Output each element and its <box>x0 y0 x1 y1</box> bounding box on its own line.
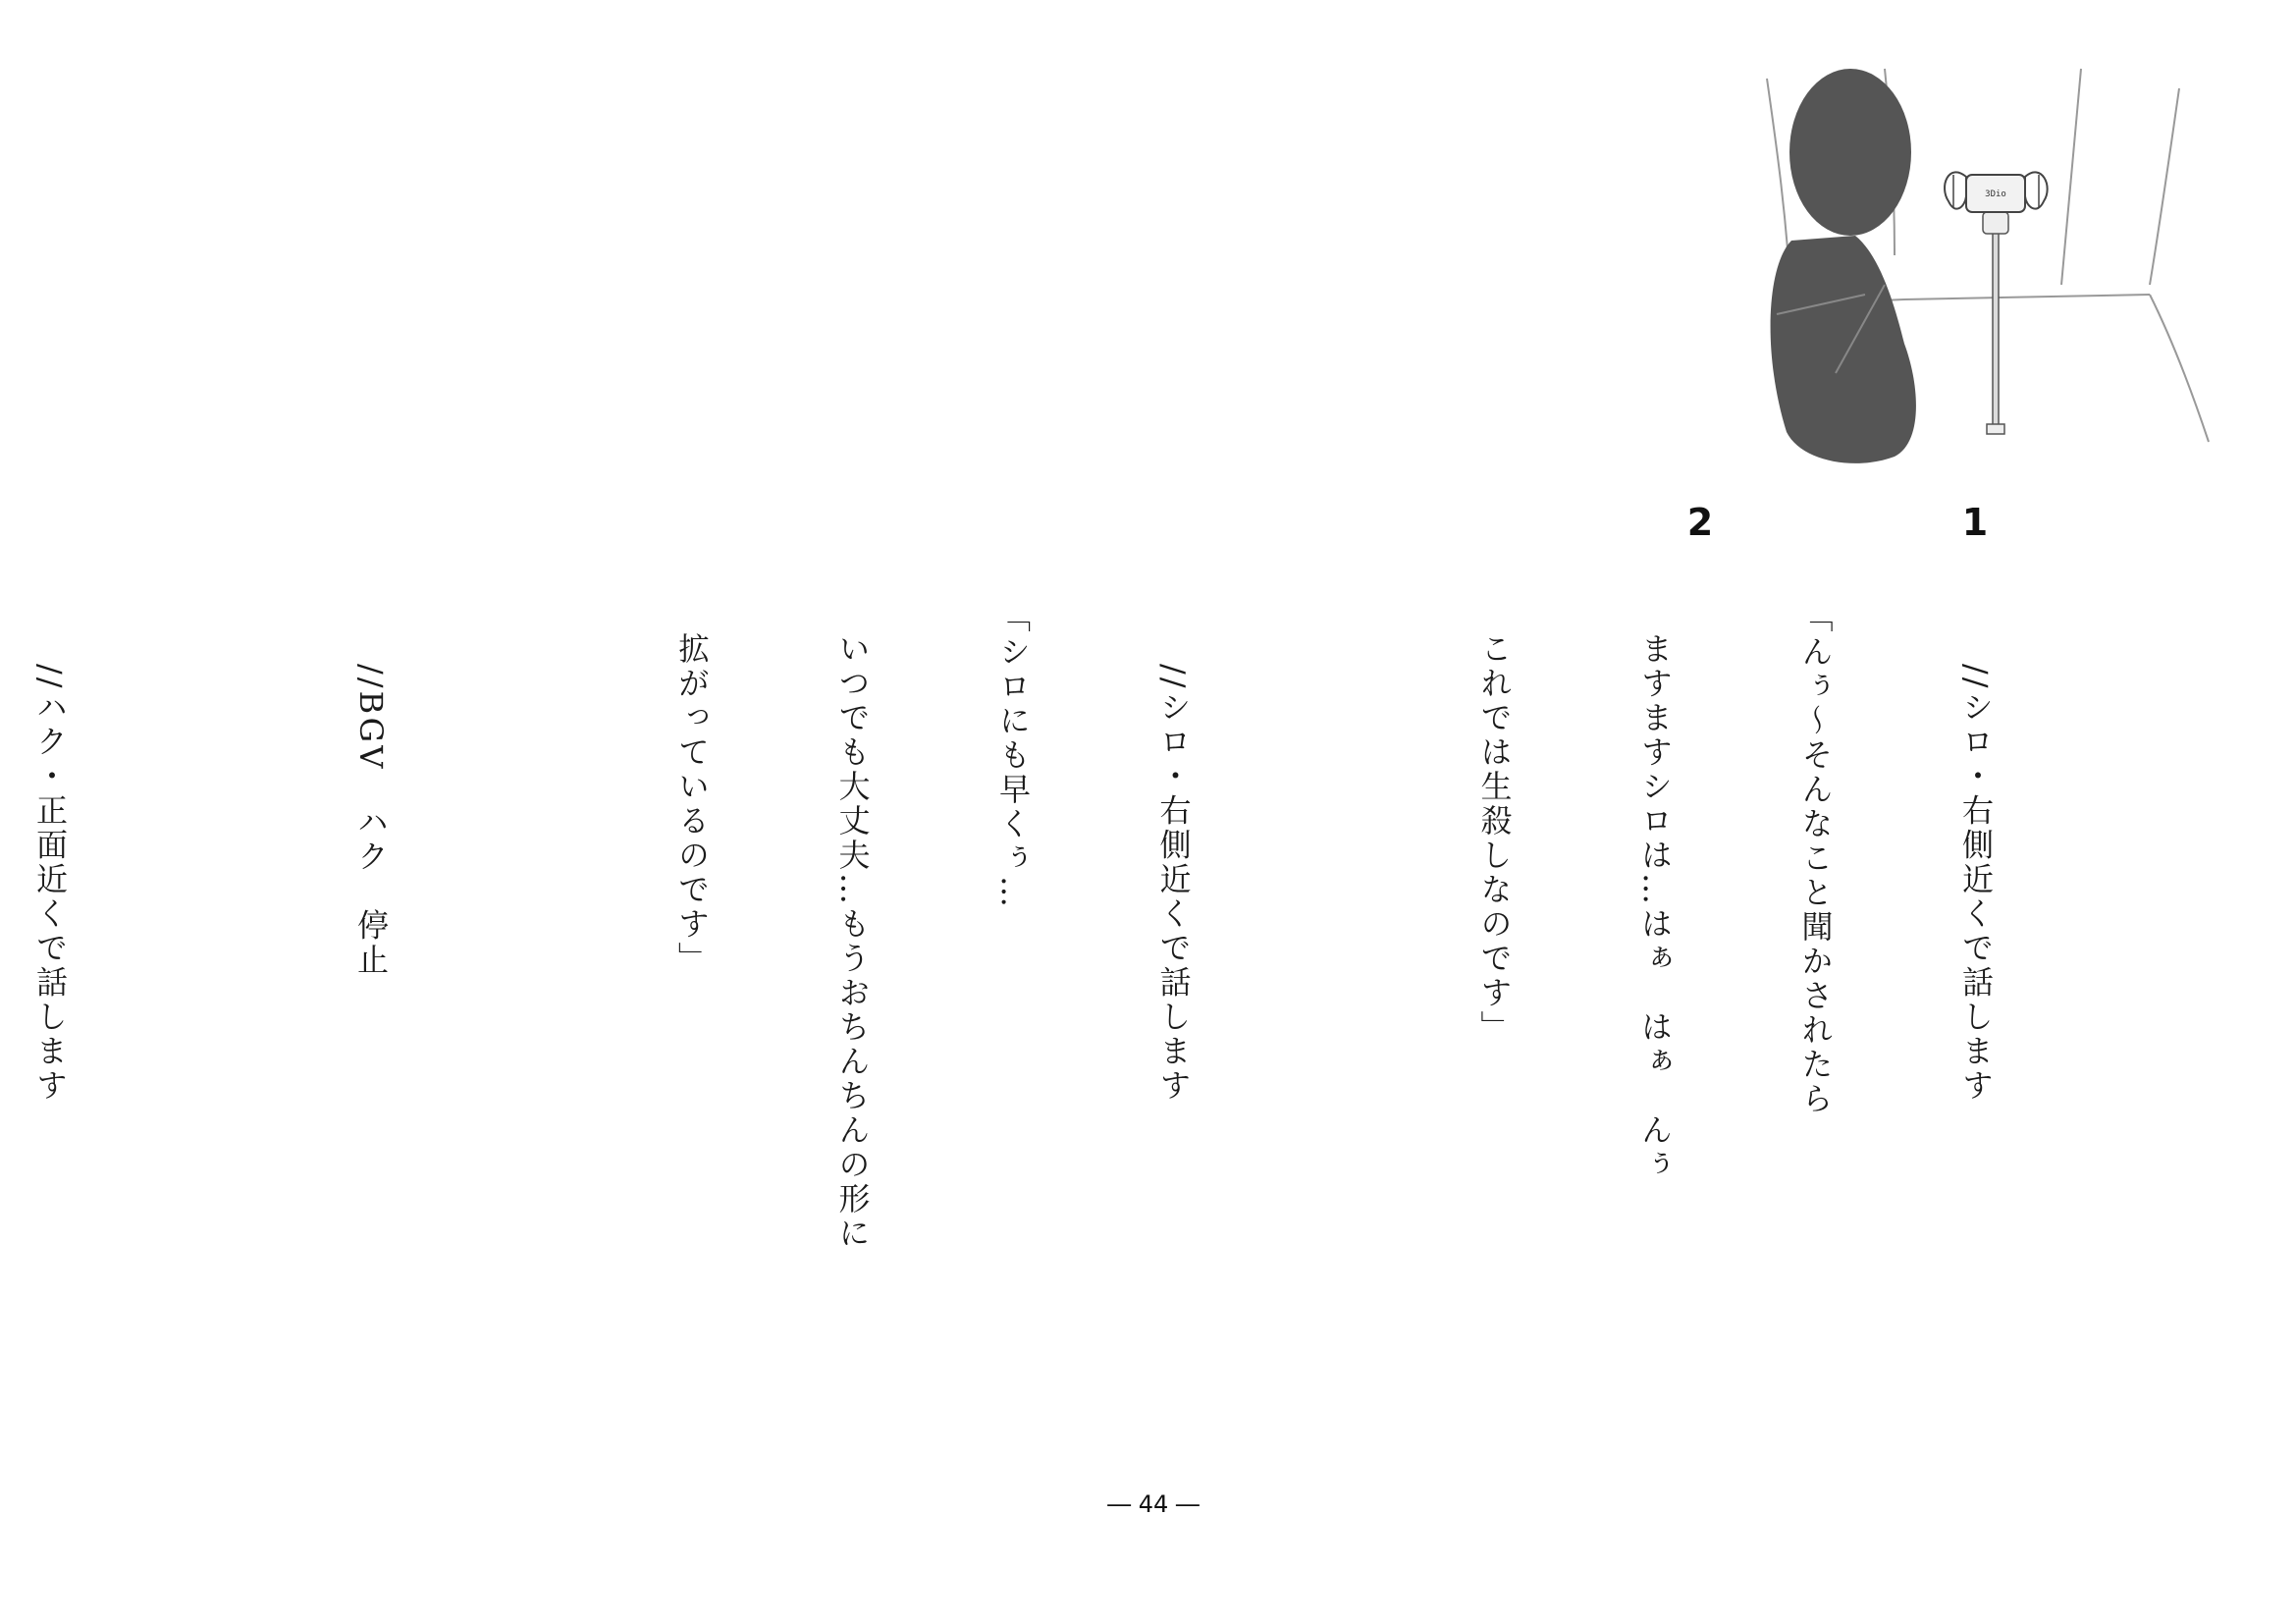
device-label: 3Dio <box>1985 189 2006 199</box>
binaural-mic-stand <box>1945 172 2048 434</box>
dialogue-line: これでは生殺しなのです」 <box>1475 632 1514 1045</box>
blank-line <box>184 601 238 1288</box>
recording-room-illustration <box>1747 59 2218 471</box>
dialogue-line: 「んぅ〜そんなこと聞かされたら <box>1796 601 1835 1116</box>
blank-line <box>505 601 559 1288</box>
dialogue-line: いつでも大丈夫…もうおちんちんの形に <box>833 632 872 1251</box>
dialogue-line: 「シロにも早くぅ… <box>994 601 1032 910</box>
blank-line <box>1308 601 1362 1288</box>
direction-line: //シロ・右側近くで話します <box>1957 664 1995 1104</box>
direction-line: //シロ・右側近くで話します <box>1154 664 1193 1104</box>
script-body <box>0 601 2109 1288</box>
section-number-1: 1 <box>1961 501 1989 544</box>
dialogue-line: 拡がっているのです」 <box>673 632 711 976</box>
speaker-silhouette <box>1771 69 1916 463</box>
dialogue-line: ますますシロは…はぁ はぁ んぅ <box>1636 632 1674 1182</box>
direction-line: //BGV ハク 停止 <box>352 664 390 978</box>
left-ear-icon <box>1945 172 1966 208</box>
direction-line: //ハク・正面近くで話します <box>31 664 69 1104</box>
right-ear-icon <box>2025 172 2048 208</box>
section-number-2: 2 <box>1686 501 1714 544</box>
page-number: ― 44 ― <box>1107 1490 1200 1518</box>
